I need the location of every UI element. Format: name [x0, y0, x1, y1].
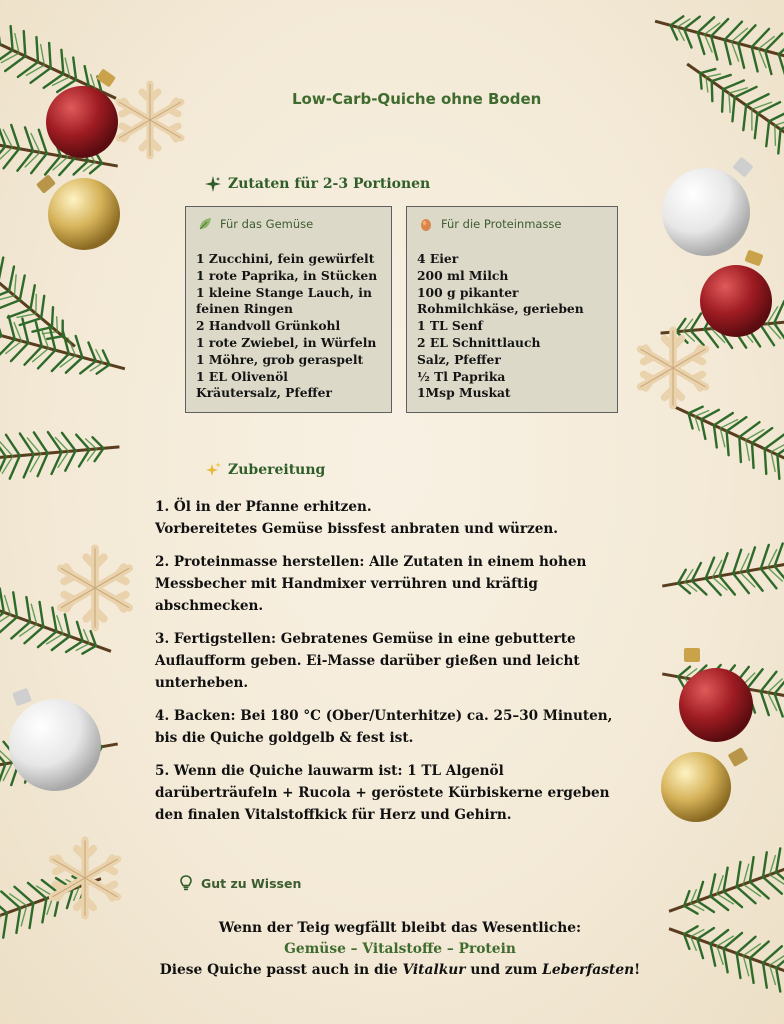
summary-line-3 — [150, 960, 650, 981]
list-item: 1 EL Olivenöl — [196, 368, 288, 384]
tip-heading — [177, 874, 301, 892]
summary-text-1: Diese Quiche passt auch in die — [159, 962, 403, 978]
step-2: 2. Proteinmasse herstellen: Alle Zutaten in einem hohen Messbecher mit Handmixer verrühren und kräftig abschmecken. — [155, 554, 587, 614]
summary-line-2: Gemüse – Vitalstoffe – Protein — [284, 941, 516, 957]
step-4: 4. Backen: Bei 180 °C (Ober/Unterhitze) ca. 25–30 Minuten, bis die Quiche goldgelb & fest ist. — [155, 708, 613, 746]
preparation-heading — [204, 461, 325, 479]
list-item: 1 rote Zwiebel, in Würfeln — [196, 334, 377, 350]
summary-line-1: Wenn der Teig wegfällt bleibt das Wesentliche: — [218, 920, 582, 936]
list-item: Salz, Pfeffer — [417, 351, 501, 367]
preparation-heading-label: Zubereitung — [228, 462, 326, 478]
list-item: 4 Eier — [417, 251, 459, 266]
egg-icon — [417, 215, 435, 233]
preparation-steps — [155, 496, 615, 837]
list-item: Rohmilchkäse, gerieben — [417, 301, 584, 317]
list-item: 1 rote Paprika, in Stücken — [196, 267, 378, 283]
tip-heading-label: Gut zu Wissen — [201, 875, 302, 891]
list-item: 1 kleine Stange Lauch, in — [196, 284, 372, 300]
step-1-line-1: 1. Öl in der Pfanne erhitzen. — [155, 499, 372, 515]
leberfasten-text: Leberfasten — [542, 962, 635, 978]
lightbulb-icon — [177, 874, 195, 892]
sparkles-icon — [204, 461, 222, 479]
step-1 — [155, 496, 615, 540]
ingredients-heading — [204, 175, 430, 193]
list-item: 1Msp Muskat — [417, 385, 511, 401]
list-item: 2 EL Schnittlauch — [417, 334, 541, 350]
list-item: 2 Handvoll Grünkohl — [196, 318, 341, 334]
step-1-line-2: Vorbereitetes Gemüse bissfest anbraten und würzen. — [155, 521, 559, 537]
summary-text-3: ! — [634, 962, 641, 978]
summary-text-2: und zum — [465, 962, 543, 978]
protein-list — [417, 251, 609, 402]
vegetables-box — [185, 206, 392, 413]
vegetables-heading — [196, 215, 383, 233]
sparkle-icon — [204, 175, 222, 193]
ingredients-heading-label: Zutaten für 2-3 Portionen — [228, 176, 431, 192]
step-5: 5. Wenn die Quiche lauwarm ist: 1 TL Algenöl darüberträufeln + Rucola + geröstete Kürbiskerne ergeben den finalen Vitalstoffkick für Herz und Gehirn. — [155, 763, 610, 823]
vegetables-heading-label: Für das Gemüse — [220, 217, 314, 231]
list-item: 200 ml Milch — [417, 267, 509, 283]
protein-heading-label: Für die Proteinmasse — [441, 217, 562, 231]
list-item: ½ Tl Paprika — [417, 368, 506, 384]
protein-box — [406, 206, 618, 413]
list-item: 100 g pikanter — [417, 284, 519, 300]
list-item: 1 Möhre, grob geraspelt — [196, 351, 364, 367]
protein-heading — [417, 215, 609, 233]
list-item: Kräutersalz, Pfeffer — [196, 385, 332, 401]
list-item: feinen Ringen — [196, 301, 293, 317]
vitalkur-text: Vitalkur — [402, 962, 466, 978]
list-item: 1 TL Senf — [417, 318, 483, 334]
page-title: Low-Carb-Quiche ohne Boden — [292, 90, 542, 108]
step-3: 3. Fertigstellen: Gebratenes Gemüse in eine gebutterte Auflaufform geben. Ei-Masse darüber gießen und leicht unterheben. — [155, 631, 580, 691]
leaf-icon — [196, 215, 214, 233]
summary-box — [150, 918, 650, 981]
vegetables-list — [196, 251, 383, 402]
list-item: 1 Zucchini, fein gewürfelt — [196, 251, 375, 266]
